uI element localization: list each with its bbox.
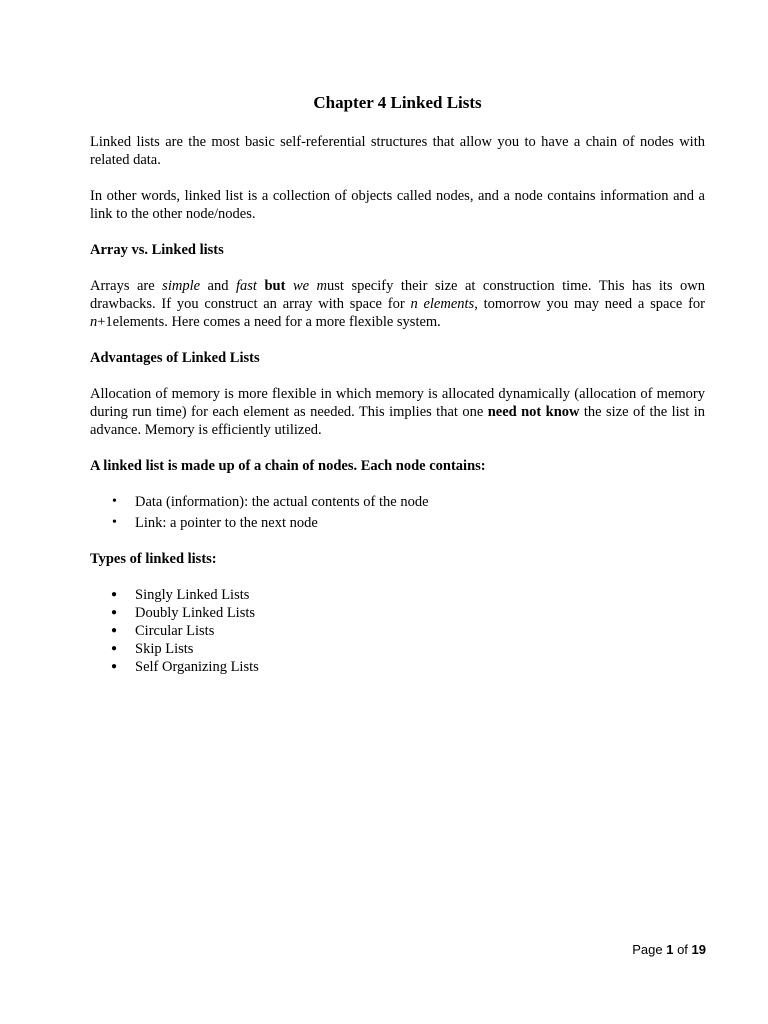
intro-paragraph-2: In other words, linked list is a collection of objects called nodes, and a node contains information and a link to the other node/nodes. (90, 188, 705, 222)
advantages-text-3: the size of the list in advance. Memory is efficiently utilized. (90, 404, 705, 438)
advantages-text-1: Allocation of memory is more flexible in which memory is allocated dynamically (allocation of memory during run time) for each element as needed. This implies that one (90, 386, 705, 420)
list-item: ● Singly Linked Lists (90, 586, 705, 604)
intro-paragraph-1: Linked lists are the most basic self-referential structures that allow you to have a chain of nodes with related data. (90, 134, 705, 168)
array-text-n: n (90, 314, 98, 330)
document-page (90, 92, 705, 694)
types-heading: Types of linked lists: (90, 551, 217, 567)
node-contains-heading: A linked list is made up of a chain of nodes. Each node contains: (90, 458, 486, 474)
advantages-heading: Advantages of Linked Lists (90, 350, 260, 366)
array-text-7: ust specify their size at construction time. This has its own drawbacks. If you construct an array with space for (90, 278, 706, 312)
node-contents-list (90, 493, 705, 532)
array-text-fast: fast (235, 278, 257, 294)
array-text-n-elements: n elements (410, 296, 475, 312)
array-vs-linked-heading: Array vs. Linked lists (90, 242, 224, 258)
array-text-1: Arrays are (90, 278, 163, 294)
current-page: 1 (666, 942, 674, 957)
list-item: • Data (information): the actual contents of the node (90, 493, 705, 511)
advantages-paragraph (90, 385, 705, 439)
of-label: of (673, 942, 692, 957)
types-list (90, 586, 705, 676)
array-paragraph (90, 277, 705, 331)
page-number (632, 942, 706, 957)
array-text-9: , tomorrow you may need a space for (474, 296, 705, 312)
list-item: ● Skip Lists (90, 640, 705, 658)
total-pages: 19 (691, 942, 706, 957)
list-item: ● Self Organizing Lists (90, 658, 705, 676)
chapter-title: Chapter 4 Linked Lists (313, 93, 482, 112)
list-item: • Link: a pointer to the next node (90, 514, 705, 532)
array-text-we: we m (292, 278, 328, 294)
array-text-but: but (264, 278, 286, 294)
list-item: ● Circular Lists (90, 622, 705, 640)
array-text-11: +1elements. Here comes a need for a more flexible system. (97, 314, 441, 330)
array-text-simple: simple (162, 278, 201, 294)
advantages-text-need-not-know: need not know (487, 404, 580, 420)
page-label: Page (632, 942, 667, 957)
array-text-3: and (200, 278, 236, 294)
list-item: ● Doubly Linked Lists (90, 604, 705, 622)
